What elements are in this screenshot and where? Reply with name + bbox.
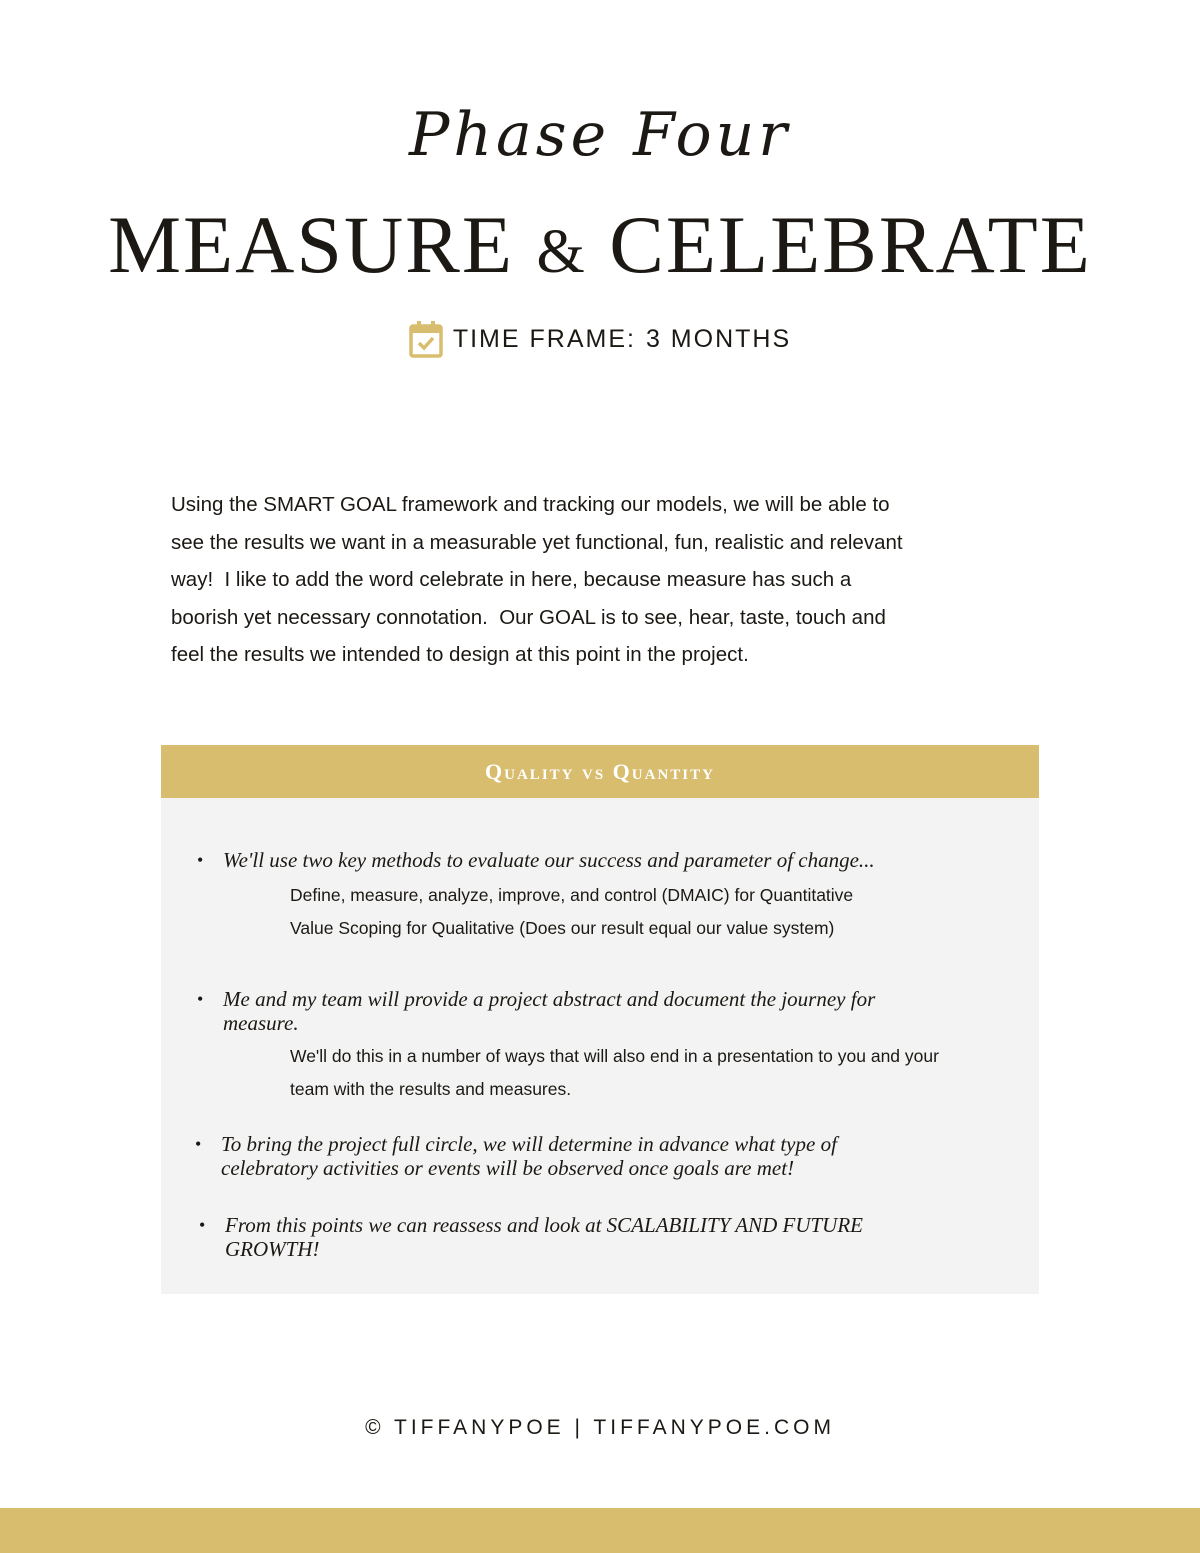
bullet-text: To bring the project full circle, we will determine in advance what type of celebratory activities or events will be observed once goals are met! [221, 1132, 837, 1180]
title-ampersand: & [536, 218, 587, 286]
bullet-item [195, 1132, 881, 1180]
bullet-subtext: team with the results and measures. [290, 1079, 572, 1099]
title-word-measure: MEASURE [108, 199, 514, 290]
bullet-subtext: We'll do this in a number of ways that will also end in a presentation to you and your [290, 1046, 939, 1066]
intro-paragraph: Using the SMART GOAL framework and tracking our models, we will be able to see the results we want in a measurable yet functional, fun, realistic and relevant way! I like to add the word celebrate in here, because measure has such a boorish yet necessary connotation. Our GOAL is to see, hear, taste, touch and feel the results we intended to design at this point in the project. [171, 493, 903, 666]
calendar-check-icon [409, 320, 443, 358]
bottom-accent-bar [0, 1508, 1200, 1553]
footer-copyright: © TIFFANYPOE | TIFFANYPOE.COM [365, 1416, 835, 1439]
bullet-text: We'll use two key methods to evaluate our success and parameter of change... [223, 848, 875, 872]
bullet-item [199, 1213, 915, 1261]
bullet-text: Me and my team will provide a project abstract and document the journey for measure. [223, 987, 876, 1035]
bullet-item [197, 848, 923, 872]
page-title [0, 198, 1200, 292]
bullet-dot: • [197, 850, 204, 870]
quality-vs-quantity-heading: Quality vs Quantity [161, 745, 1039, 798]
time-frame [0, 320, 1200, 358]
bullet-subtext: Define, measure, analyze, improve, and control (DMAIC) for Quantitative [290, 885, 854, 905]
bullet-item [197, 987, 913, 1035]
title-word-celebrate: CELEBRATE [609, 199, 1092, 290]
methods-panel [161, 798, 1039, 1294]
phase-script-title: Phase Four [409, 100, 791, 170]
time-frame-label: TIME FRAME: [452, 324, 636, 353]
bullet-dot: • [197, 989, 204, 1009]
bullet-text: From this points we can reassess and look at SCALABILITY AND FUTURE GROWTH! [225, 1213, 863, 1261]
time-frame-value: 3 MONTHS [645, 324, 792, 353]
bullet-dot: • [199, 1215, 206, 1235]
bullet-subtext: Value Scoping for Qualitative (Does our result equal our value system) [290, 918, 835, 938]
bullet-dot: • [195, 1134, 202, 1154]
